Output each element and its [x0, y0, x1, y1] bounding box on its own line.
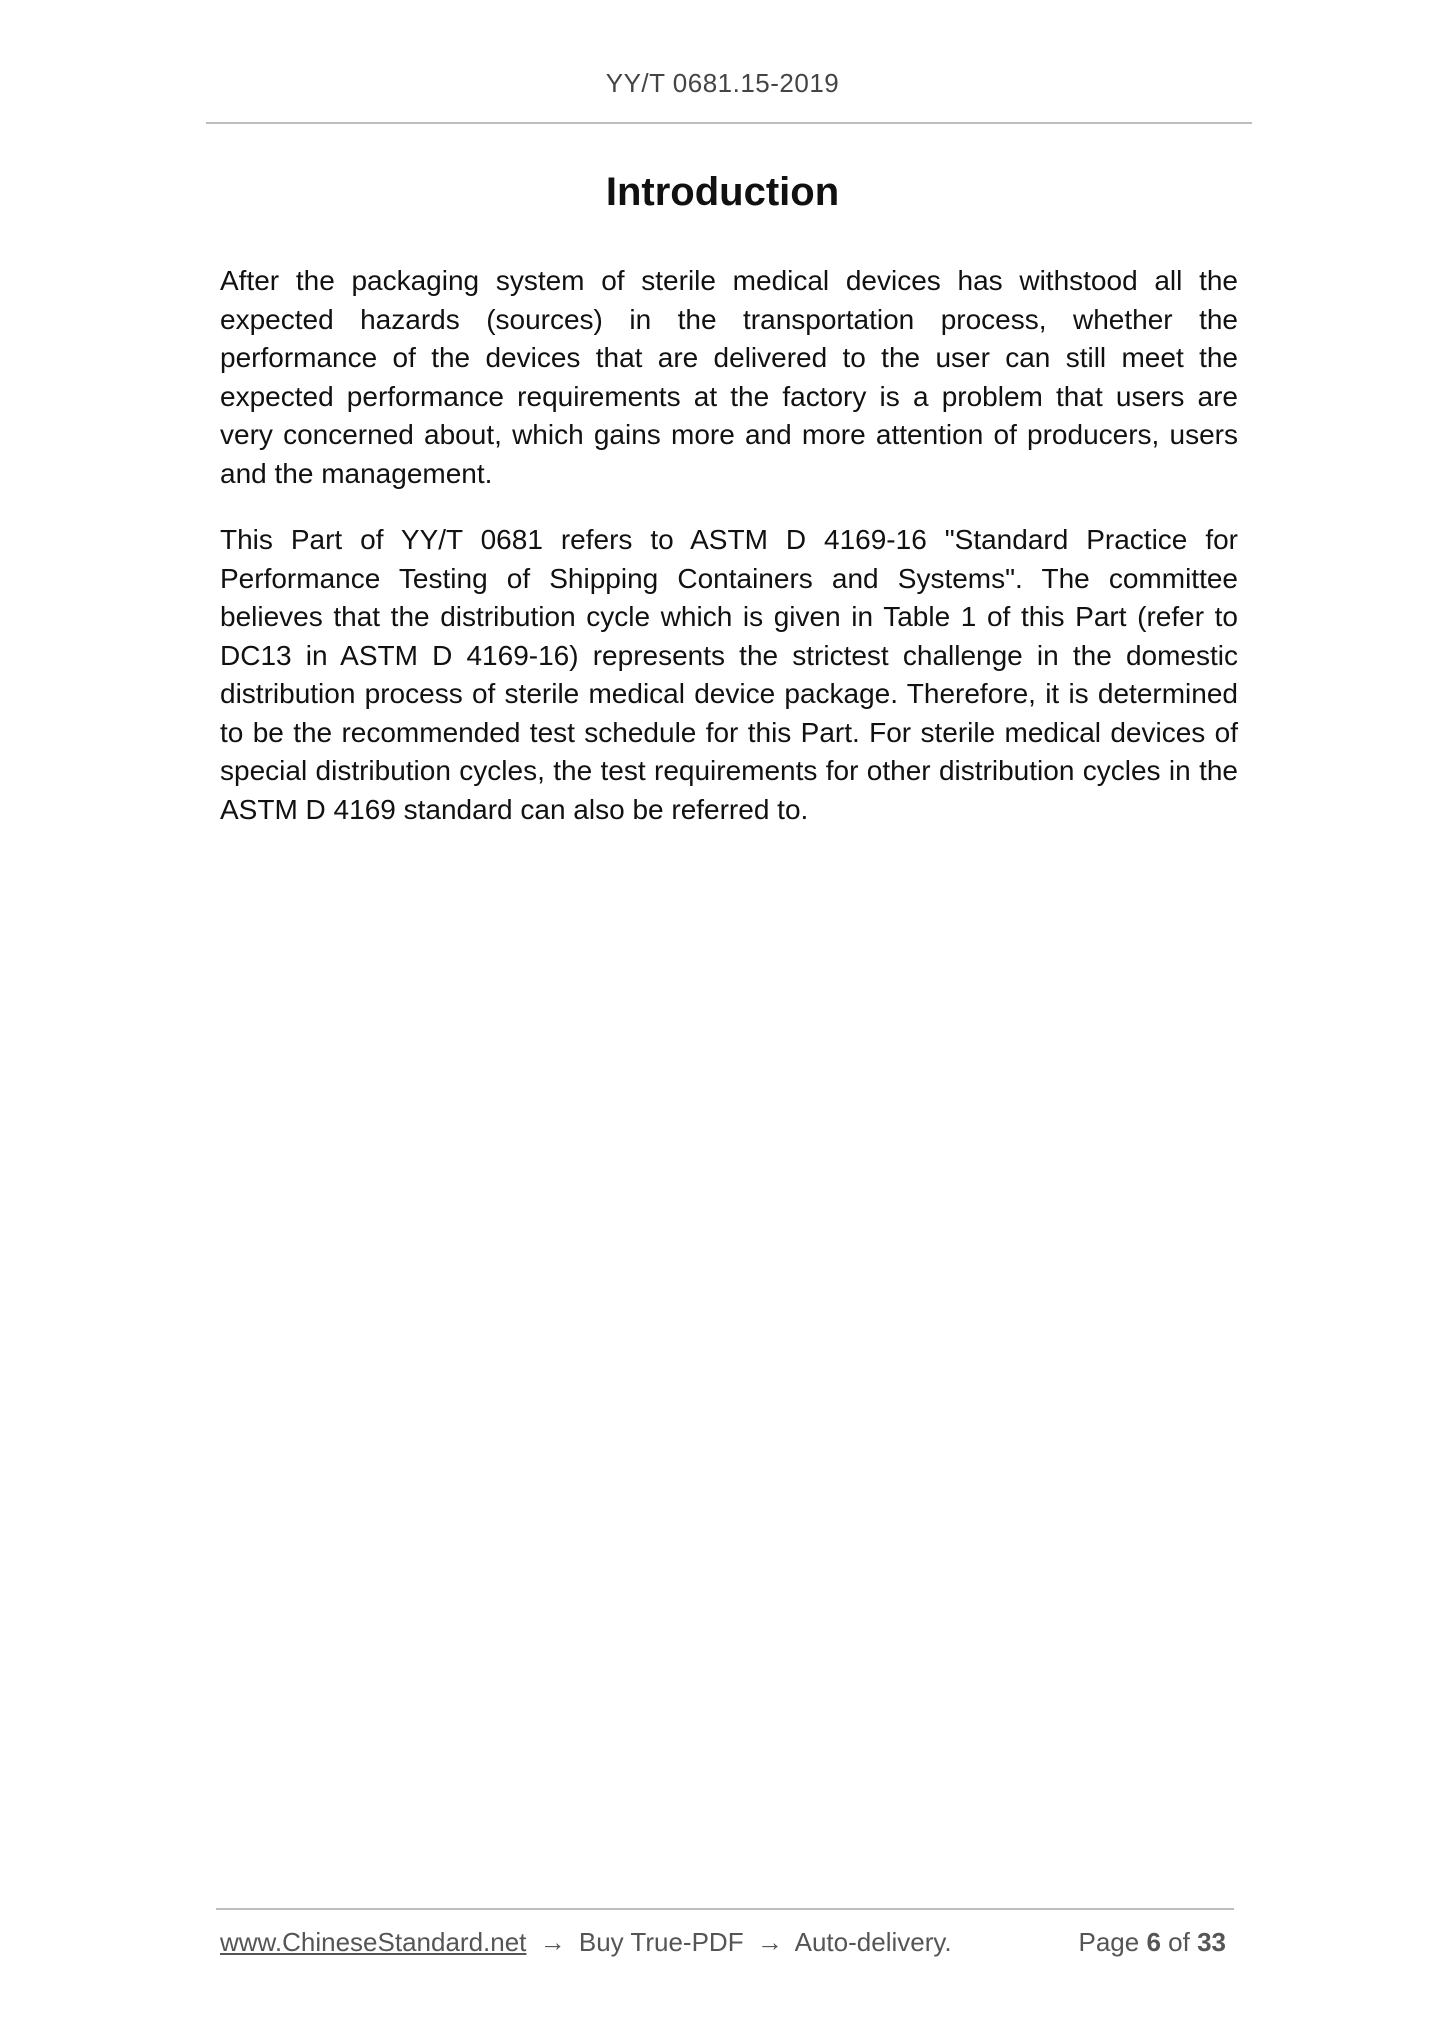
footer-promo — [220, 1927, 952, 1958]
arrow-right-icon: → — [756, 1927, 783, 1957]
arrow-right-icon: → — [539, 1927, 566, 1957]
page-title: Introduction — [605, 170, 840, 214]
paragraph-1: After the packaging system of sterile medical devices has withstood all the expected hazards (sources) in the transportation process, whether the performance of the devices that are delivered to the user can still meet the expected performance requirements at the factory is a problem that users are very concerned about, which gains more and more attention of producers, users and the management. — [220, 265, 1238, 489]
buy-pdf-text: Buy True-PDF — [578, 1927, 744, 1957]
of-label: of — [1168, 1927, 1190, 1957]
page-total: 33 — [1197, 1927, 1226, 1957]
header-divider — [206, 122, 1252, 124]
site-link[interactable]: www.ChineseStandard.net — [220, 1927, 527, 1957]
page-footer — [220, 1927, 1232, 1963]
document-id-header: YY/T 0681.15-2019 — [605, 68, 840, 98]
footer-divider — [216, 1908, 1234, 1910]
paragraph-2: This Part of YY/T 0681 refers to ASTM D 4169-16 "Standard Practice for Performance Testing of Shipping Containers and Systems". The committee believes that the distribution cycle which is given in Table 1 of this Part (refer to DC13 in ASTM D 4169-16) represents the strictest challenge in the domestic distribution process of sterile medical device package. Therefore, it is determined to be the recommended test schedule for this Part. For sterile medical devices of special distribution cycles, the test requirements for other distribution cycles in the ASTM D 4169 standard can also be referred to. — [220, 524, 1238, 825]
page-current: 6 — [1146, 1927, 1161, 1957]
page-number — [1078, 1927, 1226, 1958]
page-label: Page — [1078, 1927, 1140, 1957]
auto-delivery-text: Auto-delivery. — [794, 1927, 952, 1957]
